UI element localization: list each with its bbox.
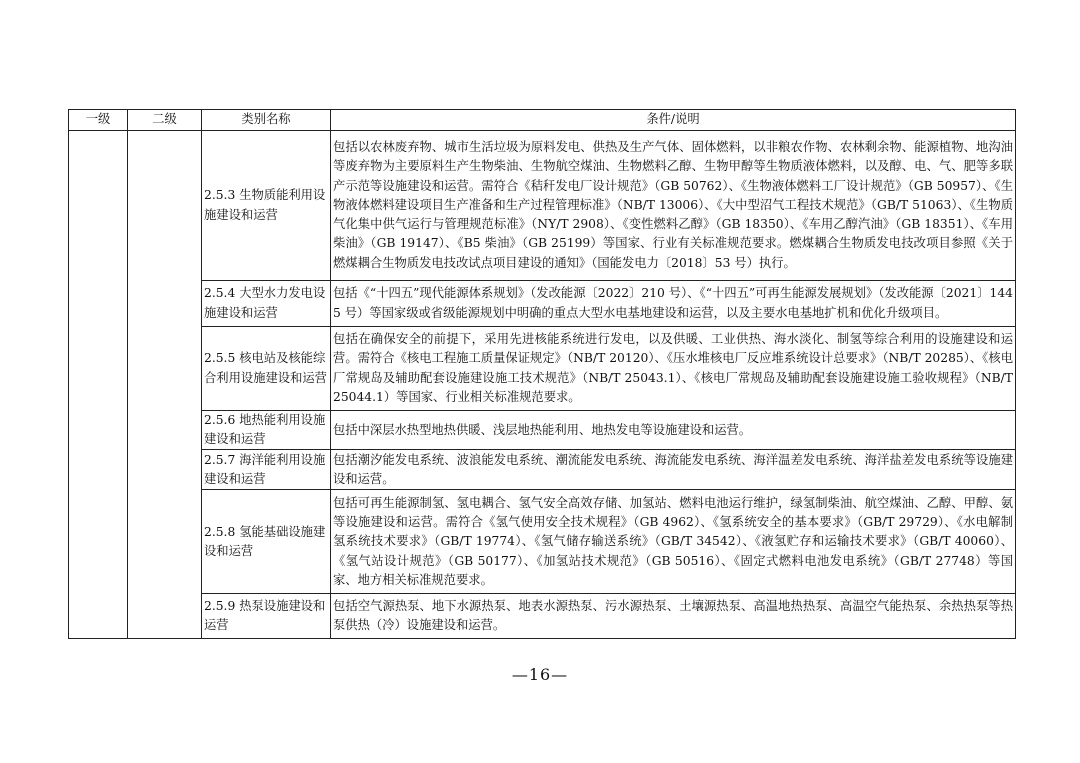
description-cell: 包括潮汐能发电系统、波浪能发电系统、潮流能发电系统、海流能发电系统、海洋温差发电系统、海洋盐差发电系统等设施建设和运营。 (331, 450, 1016, 490)
description-cell: 包括以农林废弃物、城市生活垃圾为原料发电、供热及生产气体、固体燃料，以非粮农作物、农林剩余物、能源植物、地沟油等废弃物为主要原料生产生物柴油、生物航空煤油、生物燃料乙醇、生物甲醇等生物质液体燃料，以及醇、电、气、肥等多联产示范等设施建设和运营。需符合《秸秆发电厂设计规范》（GB 50762）、《生物液体燃料工厂设计规范》（GB 50957）、《生物液体燃料建设项目生产准备和生产过程管理标准》（NB/T 13006）、《大中型沼气工程技术规范》（GB/T 51063）、《生物质气化集中供气运行与管理规范标准》（NY/T 2908）、《变性燃料乙醇》（GB 18350）、《车用乙醇汽油》（GB 18351）、《车用柴油》（GB 19147）、《B5 柴油》（GB 25199）等国家、行业有关标准规范要求。燃煤耦合生物质发电技改项目参照《关于燃煤耦合生物质发电技改试点项目建设的通知》（国能发电力〔2018〕53 号）执行。 (331, 131, 1016, 281)
description-cell: 包括可再生能源制氢、氢电耦合、氢气安全高效存储、加氢站、燃料电池运行维护，绿氢制柴油、航空煤油、乙醇、甲醇、氨等设施建设和运营。需符合《氢气使用安全技术规程》（GB 4962）、《氢系统安全的基本要求》（GB/T 29729）、《水电解制氢系统技术要求》（GB/T 19774）、《氢气储存输送系统》（GB/T 34542）、《液氢贮存和运输技术要求》（GB/T 40060）、《氢气站设计规范》（GB 50177）、《加氢站技术规范》（GB 50516）、《固定式燃料电池发电系统》（GB/T 27748）等国家、地方相关标准规范要求。 (331, 490, 1016, 594)
page-number: —16— (511, 665, 569, 684)
standards-table (68, 109, 1016, 639)
level-1-cell (69, 131, 128, 639)
table-row (69, 450, 1016, 490)
header-level-1: 一级 (69, 110, 128, 131)
category-cell: 2.5.8 氢能基础设施建设和运营 (202, 490, 331, 594)
description-cell: 包括《“十四五”现代能源体系规划》（发改能源〔2022〕210 号）、《“十四五”可再生能源发展规划》（发改能源〔2021〕1445 号）等国家级或省级能源规划中明确的重点大型水电基地建设和运营，以及主要水电基地扩机和优化升级项目。 (331, 281, 1016, 327)
category-cell: 2.5.6 地热能利用设施建设和运营 (202, 411, 331, 450)
header-category-name: 类别名称 (202, 110, 331, 131)
description-cell: 包括在确保安全的前提下，采用先进核能系统进行发电，以及供暖、工业供热、海水淡化、制氢等综合利用的设施建设和运营。需符合《核电工程施工质量保证规定》（NB/T 20120）、《压水堆核电厂反应堆系统设计总要求》（NB/T 20285）、《核电厂常规岛及辅助配套设施建设施工技术规范》（NB/T 25043.1）、《核电厂常规岛及辅助配套设施建设施工验收规程》（NB/T 25044.1）等国家、行业相关标准规范要求。 (331, 327, 1016, 411)
category-cell: 2.5.7 海洋能利用设施建设和运营 (202, 450, 331, 490)
header-conditions: 条件/说明 (331, 110, 1016, 131)
category-cell: 2.5.3 生物质能利用设施建设和运营 (202, 131, 331, 281)
category-cell: 2.5.4 大型水力发电设施建设和运营 (202, 281, 331, 327)
table-row (69, 131, 1016, 281)
table-row (69, 327, 1016, 411)
table-row (69, 594, 1016, 639)
header-level-2: 二级 (128, 110, 202, 131)
category-cell: 2.5.5 核电站及核能综合利用设施建设和运营 (202, 327, 331, 411)
description-cell: 包括中深层水热型地热供暖、浅层地热能利用、地热发电等设施建设和运营。 (331, 411, 1016, 450)
level-2-cell (128, 131, 202, 639)
category-cell: 2.5.9 热泵设施建设和运营 (202, 594, 331, 639)
table-row (69, 281, 1016, 327)
description-cell: 包括空气源热泵、地下水源热泵、地表水源热泵、污水源热泵、土壤源热泵、高温地热热泵、高温空气能热泵、余热热泵等热泵供热（冷）设施建设和运营。 (331, 594, 1016, 639)
table-row (69, 411, 1016, 450)
table-row (69, 490, 1016, 594)
table-header-row (69, 110, 1016, 131)
